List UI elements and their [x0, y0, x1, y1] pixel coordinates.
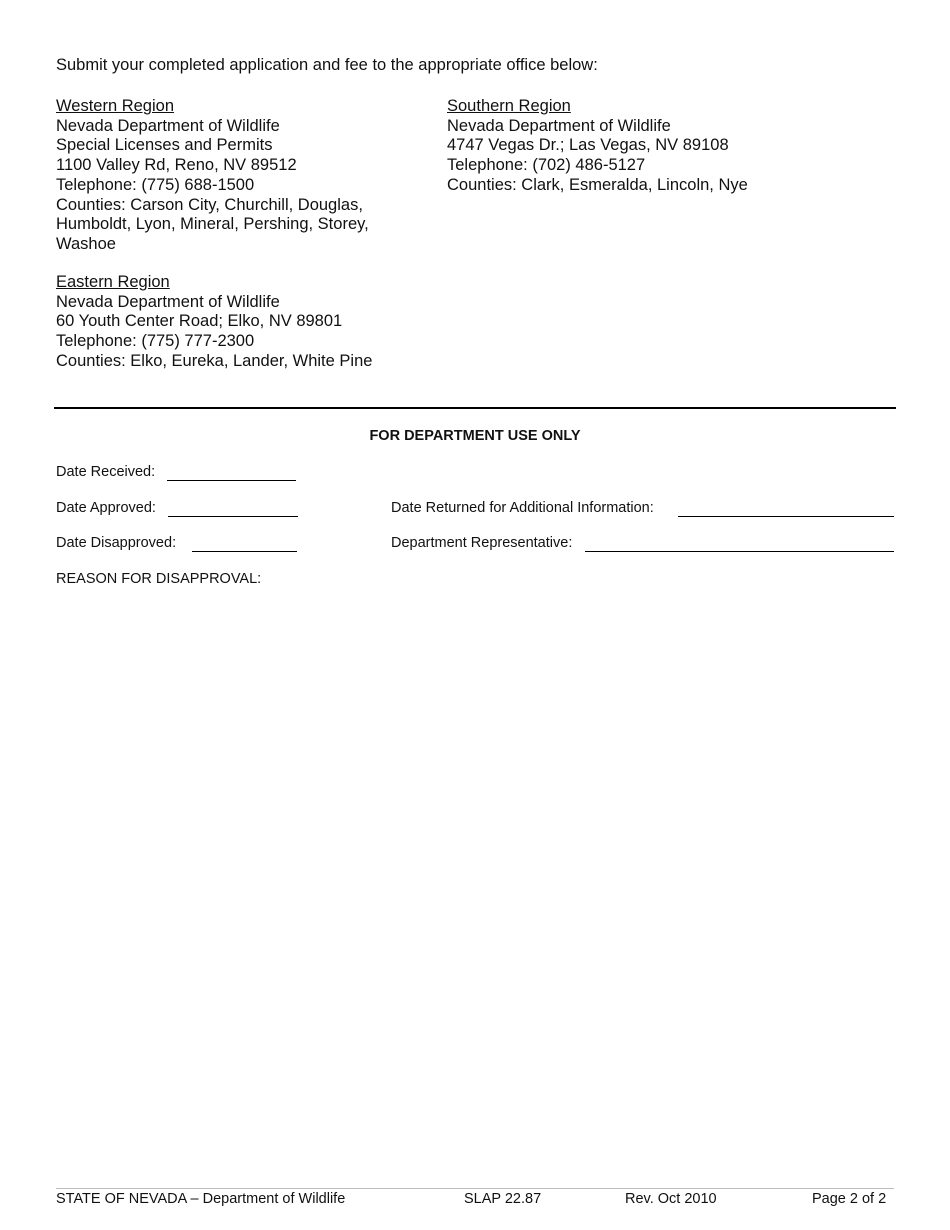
department-use-heading: FOR DEPARTMENT USE ONLY — [369, 428, 581, 444]
date-disapproved-label: Date Disapproved: — [56, 535, 177, 551]
footer-divider — [56, 1188, 894, 1189]
western-region-line: Humboldt, Lyon, Mineral, Pershing, Storey, — [56, 215, 369, 234]
eastern-region-line: Counties: Elko, Eureka, Lander, White Pine — [56, 351, 373, 370]
eastern-region-line: Telephone: (775) 777-2300 — [56, 332, 255, 351]
footer-revision: Rev. Oct 2010 — [625, 1191, 717, 1207]
section-divider — [54, 407, 896, 409]
department-representative-field[interactable] — [585, 551, 894, 552]
date-received-field[interactable] — [167, 480, 296, 481]
western-region-line: Special Licenses and Permits — [56, 136, 273, 155]
southern-region-line: Counties: Clark, Esmeralda, Lincoln, Nye — [447, 175, 748, 194]
intro-text: Submit your completed application and fee to the appropriate office below: — [56, 56, 598, 74]
western-region-line: Telephone: (775) 688-1500 — [56, 175, 255, 194]
date-disapproved-field[interactable] — [192, 551, 297, 552]
western-region-title: Western Region — [56, 97, 175, 115]
footer-agency: STATE OF NEVADA – Department of Wildlife — [56, 1191, 346, 1207]
eastern-region-title: Eastern Region — [56, 273, 170, 291]
eastern-region-line: Nevada Department of Wildlife — [56, 292, 280, 311]
footer-form-id: SLAP 22.87 — [464, 1191, 542, 1207]
western-region-line: Counties: Carson City, Churchill, Douglas, — [56, 195, 363, 214]
date-approved-field[interactable] — [168, 516, 298, 517]
eastern-region-block — [56, 273, 372, 372]
date-returned-label: Date Returned for Additional Information: — [391, 500, 654, 516]
eastern-region-line: 60 Youth Center Road; Elko, NV 89801 — [56, 312, 343, 331]
southern-region-line: 4747 Vegas Dr.; Las Vegas, NV 89108 — [447, 136, 729, 155]
southern-region-line: Telephone: (702) 486-5127 — [447, 156, 646, 175]
date-returned-field[interactable] — [678, 516, 894, 517]
reason-for-disapproval-label: REASON FOR DISAPPROVAL: — [56, 571, 262, 587]
western-region-block — [56, 97, 369, 255]
western-region-line: Washoe — [56, 234, 116, 253]
southern-region-title: Southern Region — [447, 97, 571, 115]
southern-region-line: Nevada Department of Wildlife — [447, 116, 671, 135]
date-approved-label: Date Approved: — [56, 500, 156, 516]
western-region-line: Nevada Department of Wildlife — [56, 116, 280, 135]
southern-region-block — [447, 97, 748, 196]
footer-page-number: Page 2 of 2 — [812, 1191, 887, 1207]
western-region-line: 1100 Valley Rd, Reno, NV 89512 — [56, 156, 297, 175]
date-received-label: Date Received: — [56, 464, 156, 480]
department-representative-label: Department Representative: — [391, 535, 573, 551]
